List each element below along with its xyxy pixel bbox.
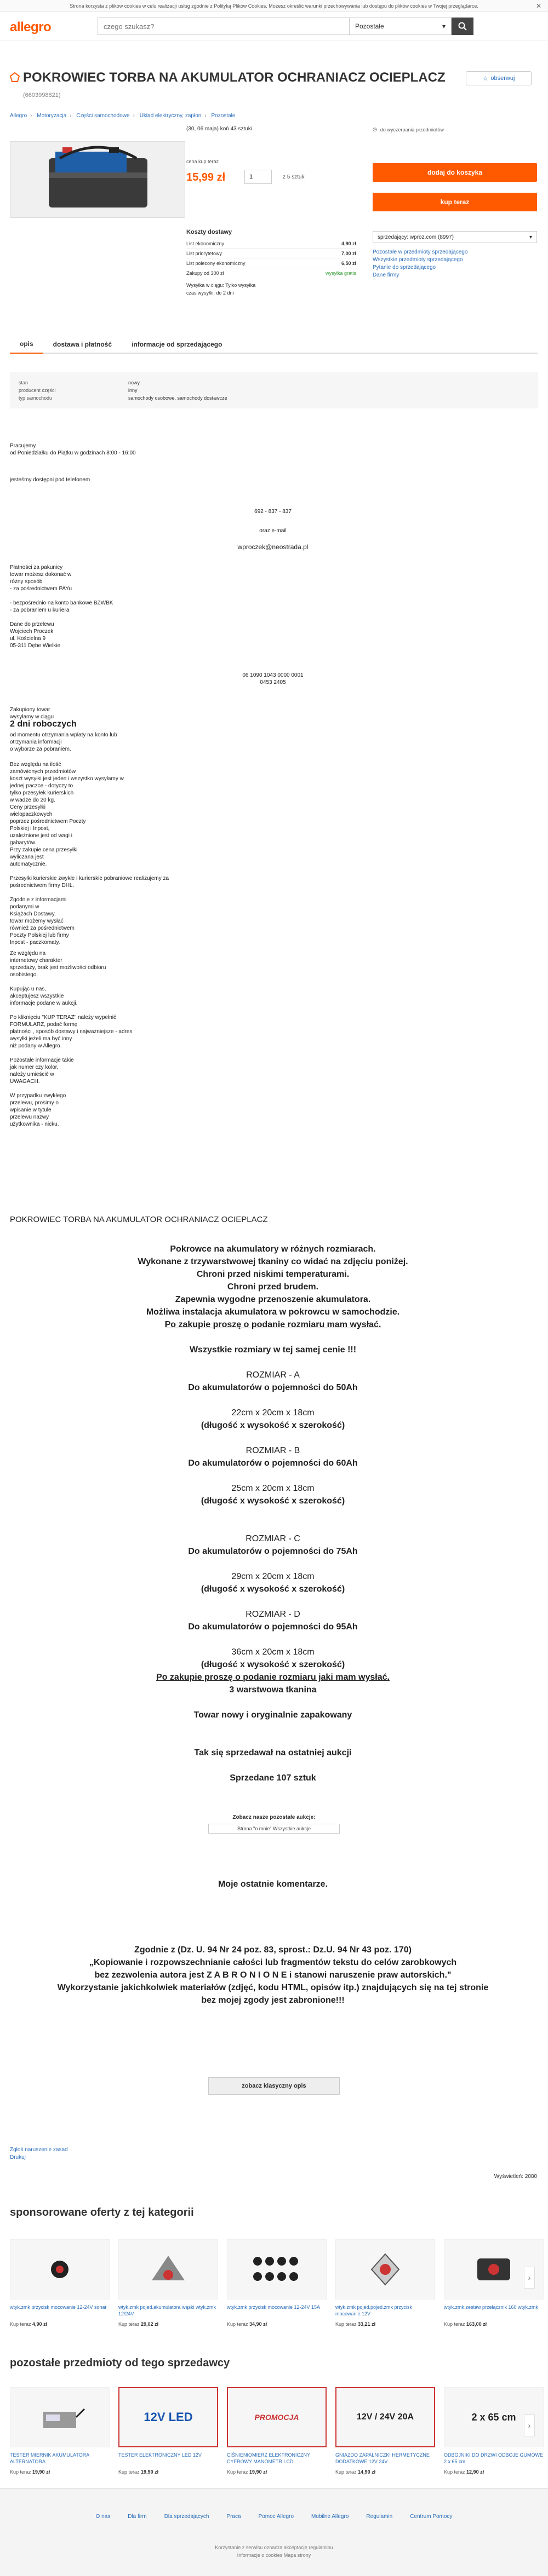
price-value: 4,90 zł [32,2321,48,2327]
seller-link[interactable]: Pozostałe w przedmioty sprzedającego [373,249,468,255]
shipping-costs [186,229,356,297]
description-line [10,1696,536,1709]
breadcrumb-item[interactable]: Układ elektryczny, zapłon [139,113,202,119]
description-line [10,1356,536,1369]
description-line: Sprzedane 107 sztuk [230,1773,316,1783]
footer-copy-line: Informacje o cookies Mapa strony [237,2552,311,2558]
legal-line: bez mojej zgody jest zabronione!!! [201,1996,345,2005]
description-line: Wszystkie rozmiary w tej samej cenie !!! [189,1345,357,1355]
price: 15,99 zł [186,171,226,183]
description-line: Chroni przed niskimi temperaturami. [196,1270,350,1279]
description-line: Do akumulatorów o pojemności do 75Ah [188,1547,358,1556]
offer-image [227,2239,327,2300]
price-label: Kup teraz [335,2469,357,2475]
offer-image [227,2387,327,2447]
phone-number: 692 - 837 - 837 [254,509,292,515]
shipping-row [186,249,356,258]
footer-link[interactable]: Pomoc Allegro [258,2514,294,2520]
offer-price [10,2469,110,2475]
offer-price [227,2321,327,2327]
description-line: Po zakupie proszę o podanie rozmiaru jaki mam wysłać. [156,1673,390,1682]
offer-title[interactable]: TESTER ELEKTRONICZNY LED 12V [118,2452,202,2458]
price-label: Kup teraz [444,2469,465,2475]
footer-link[interactable]: Praca [226,2514,241,2520]
price-label: Kup teraz [10,2469,31,2475]
description-line [10,1558,536,1570]
offer-image [118,2239,218,2300]
offer-title[interactable]: wtyk.zmk pojed.pojed.zmk przycisk mocowanie 12V [335,2304,413,2316]
shipping-note [186,281,356,297]
description-line: Zapewnia wygodne przenoszenie akumulatora. [175,1295,371,1304]
param-key: producent części [19,388,56,393]
search-button[interactable] [452,18,473,35]
description-line: (długość x wysokość x szerokość) [201,1496,345,1506]
price-label: Kup teraz [10,2321,31,2327]
seller-select[interactable] [373,231,537,243]
offer-image [335,2239,435,2300]
seller-link[interactable]: Wszystkie przedmioty sprzedającego [373,257,463,263]
add-to-cart-button[interactable]: dodaj do koszyka [373,163,537,182]
watch-info [373,126,444,132]
classic-description-button[interactable]: zobacz klasyczny opis [208,2077,340,2095]
description-line: Do akumulatorów o pojemności do 60Ah [188,1459,358,1468]
price-value: 12,90 zł [466,2469,484,2475]
description-line: Możliwa instalacja akumulatora w pokrowcu w samochodzie. [146,1307,400,1317]
offer-card[interactable] [444,2239,544,2338]
payment-info: Płatności za pakunicy towar możesz dokonać w różny sposób - za pośrednictwem PAYu - bezpośrednio na konto bankowe BZWBK - za pobraniem u kuriera Dane do przelewu Wojciech Proczek ul. Kościelna 9 05-311 Dębe Wielkie [10,564,113,649]
offer-price [444,2321,544,2327]
print-link[interactable]: Drukuj [10,2154,26,2160]
shipping-method: List ekonomiczny [186,240,225,246]
description-line: (długość x wysokość x szerokość) [201,1660,345,1669]
description-line: ROZMIAR - B [246,1446,300,1455]
price-label: Kup teraz [227,2321,248,2327]
price-label: Kup teraz [335,2321,357,2327]
product-image[interactable] [10,141,185,218]
legal-notice [10,1944,536,2007]
free-shipping [186,270,356,276]
offer-image [335,2387,435,2447]
price-value: 19,90 zł [141,2469,159,2475]
offer-title[interactable]: TESTER MIERNIK AKUMULATORA ALTERNATORA [10,2452,89,2464]
description-line [10,1394,536,1407]
shipping-time-a: Zakupiony towar wysyłamy w ciągu [10,707,54,720]
offer-price [10,2321,110,2327]
offer-title[interactable]: wtyk.zmk pojed.akumulatora wąski wtyk.zmk 12/24V [118,2304,216,2316]
watch-info-text: do wyczerpania przedmiotów [380,126,444,132]
price-label: Kup teraz [444,2321,465,2327]
description-line [10,1432,536,1444]
price-label: Kup teraz [118,2469,140,2475]
free-shipping-value: wysyłka gratis [325,270,356,276]
offer-card[interactable] [444,2387,544,2486]
legal-line: Wykorzystanie jakichkolwiek materiałów (zdjęć, kodu HTML, opisów itp.) znajdujących się na tej stronie [57,1983,489,1992]
price-value: 33,21 zł [358,2321,376,2327]
comments-title: Moje ostatnie komentarze. [218,1880,328,1889]
buy-now-button[interactable]: kup teraz [373,193,537,211]
cookie-text: Strona korzysta z plików cookies w celu realizacji usług zgodnie z Polityką Plików Cookies. Możesz określić warunki przechowywania lub dostępu do plików cookies w Twojej przeglądarce. [70,3,478,9]
email: wproczek@neostrada.pl [237,543,309,551]
auction-box-links[interactable]: Strona "o mnie" Wszystkie aukcje [208,1824,340,1834]
footer-link[interactable]: Dla sprzedających [164,2514,209,2520]
footer-copy [0,2544,548,2559]
legal-line: Zgodnie z (Dz. U. 94 Nr 24 poz. 83, sprost.: Dz.U. 94 Nr 43 poz. 170) [134,1945,412,1955]
seller-link[interactable]: Pytanie do sprzedającego [373,264,436,270]
description-line: 3 warstwowa tkanina [229,1685,317,1695]
chevron-right-icon[interactable]: › [524,2414,535,2436]
description-line: (długość x wysokość x szerokość) [201,1421,345,1430]
footer-link[interactable]: O nas [95,2514,111,2520]
email-label: oraz e-mail [259,528,287,534]
seller-box [373,231,537,279]
chevron-right-icon[interactable]: › [524,2267,535,2289]
offer-image [10,2239,110,2300]
product-description [10,1243,536,1784]
description-line [10,1507,536,1520]
offer-card[interactable] [335,2239,435,2338]
shipping-note-line: czas wysyłki: do 2 dni [186,290,234,296]
report-link[interactable]: Zgłoś naruszenie zasad [10,2147,68,2153]
shipping-method: List priorytetowy [186,250,222,256]
offer-badge: 12V / 24V 20A [356,2412,414,2422]
price-label: Kup teraz [227,2469,248,2475]
report-links [10,2146,68,2162]
offer-image [118,2387,218,2447]
tab-delivery[interactable]: dostawa i płatność [53,341,112,348]
description-line: Pokrowce na akumulatory w różnych rozmiarach. [170,1244,376,1254]
breadcrumb-item[interactable]: Motoryzacja [37,113,67,119]
observe-button[interactable] [466,71,532,85]
rules-info: Ze względu na internetowy charakter sprzedaży, brak jest możliwości odbioru osobistego. Kupując u nas, akceptujesz wszystkie informacje podane w aukcji. Po kliknięciu "KUP TERAZ" należy wypełnić FORMULARZ, podać formę płatności , sposób dostawy i najważniejsze - adres wysyłki jeżeli ma być inny niż podany w Allegro. Pozostałe informacje takie jak numer czy kolor, należy umieścić w UWAGACH. W przypadku zwykłego przelewu, prosimy o wpisanie w tytule przelewu nazwy użytkownika - nicku. [10,950,133,1127]
star-icon: ☆ [482,75,488,82]
offer-price [227,2469,327,2475]
quantity-input[interactable] [244,170,272,184]
description-line: Po zakupie proszę o podanie rozmiaru mam wysłać. [164,1320,381,1329]
seller-label: sprzedający: wproz.com (8997) [378,234,454,240]
param-value: inny [128,388,138,393]
offer-icon [10,72,20,82]
seller-links [373,249,537,279]
breadcrumb-item[interactable]: Części samochodowe [76,113,130,119]
offer-card[interactable] [227,2387,327,2486]
description-title: POKROWIEC TORBA NA AKUMULATOR OCHRANIACZ OCIEPLACZ [10,1215,268,1224]
parameters [10,372,538,408]
footer-link[interactable]: Regulamin [366,2514,393,2520]
footer-links [0,2514,548,2520]
description-line: 36cm x 20cm x 18cm [231,1647,315,1657]
description-line [10,1759,536,1772]
offer-title[interactable]: wtyk.zmk.zestaw przełącznik 160 wtyk.zmk [444,2304,539,2310]
offer-title [23,70,450,103]
description-line [10,1595,536,1608]
auction-box [208,1814,340,1834]
delivery-info: Bez względu na ilość zamówionych przedmiotów koszt wysyłki jest jeden i wszystko wysyłamy w jednej paczce - dotyczy to tylko przesyłek kurierskich w wadze do 20 kg. Ceny przesyłki wielopaczkowych poprzez pośrednictwem Poczty Polskiej i Inpost, uzależnione jest od wagi i gabarytów. Przy zakupie cena przesyłki wyliczana jest automatycznie. Przesyłki kurierskie zwykłe i kurierskie pobraniowe realizujemy za pośrednictwem firmy DHL. Zgodnie z informacjami podanymi w Książach Dostawy, towar możemy wysłać również za pośrednictwem Poczty Polskiej lub firmy Inpost - paczkomaty. [10,762,169,946]
bank-account: 06 1090 1043 0000 0001 0453 2405 [242,672,304,685]
offer-price [335,2321,435,2327]
offer-card[interactable] [227,2239,327,2338]
offer-card[interactable] [10,2239,110,2338]
offer-number: (6603998821) [23,92,61,99]
legal-line: „Kopiowanie i rozpowszechnianie całości lub fragmentów tekstu do celów zarobkowych [89,1958,457,1967]
offer-title[interactable]: wtyk.zmk przycisk mocowanie 12-24V sonar [10,2304,107,2310]
views-count: Wyświetleń: 2080 [494,2174,537,2180]
shipping-cost: 7,00 zł [341,250,356,256]
tab-seller-info[interactable]: informacje od sprzedającego [132,341,222,348]
footer-copy-line: Korzystanie z serwisu oznacza akceptację regulaminu [215,2545,333,2550]
shipping-method: List polecony ekonomiczny [186,260,246,266]
phone-note: jesteśmy dostępni pod telefonem [10,477,90,483]
shipping-cost: 6,50 zł [341,260,356,266]
price-label: Kup teraz [118,2321,140,2327]
description-line [10,1331,536,1344]
offer-card[interactable] [335,2387,435,2486]
description-line: 29cm x 20cm x 18cm [231,1572,315,1581]
footer-link[interactable]: Centrum Pomocy [410,2514,453,2520]
breadcrumb: Allegro › Motoryzacja › Części samochodowe › Układ elektryczny, zapłon › Pozostałe [10,113,236,119]
offer-title-text: POKROWIEC TORBA NA AKUMULATOR OCHRANIACZ OCIEPLACZ [23,70,446,85]
footer-link[interactable]: Mobilne Allegro [311,2514,349,2520]
description-line [10,1469,536,1482]
quantity-available: z 5 sztuk [283,174,305,180]
free-shipping-label: Zakupy od 300 zł [186,270,224,276]
description-line: ROZMIAR - C [246,1534,300,1543]
price-value: 163,00 zł [466,2321,487,2327]
param-value: samochody osobowe, samochody dostawcze [128,395,227,401]
param-key: stan [19,380,28,385]
search-icon [458,22,467,31]
offer-badge: PROMOCJA [254,2413,299,2422]
param-row [19,387,529,394]
description-line: (długość x wysokość x szerokość) [201,1584,345,1594]
header [0,12,548,41]
offer-price [118,2321,218,2327]
shipping-title: Koszty dostawy [186,229,232,235]
description-line: ROZMIAR - A [246,1370,300,1380]
logo[interactable]: allegro [10,20,52,34]
param-value: nowy [128,380,140,385]
shipping-cost: 4,90 zł [341,240,356,246]
seller-items-carousel [10,2387,544,2486]
description-line: Chroni przed brudem. [227,1282,319,1292]
category-select[interactable] [350,18,452,35]
sponsored-title: sponsorowane oferty z tej kategorii [10,2206,194,2218]
param-row [19,394,529,402]
offer-image [10,2387,110,2447]
price-value: 19,90 zł [249,2469,267,2475]
sponsored-carousel [10,2239,538,2338]
category-select-value: Pozostałe [355,22,384,30]
search-input[interactable] [98,18,350,35]
description-line [10,1633,536,1646]
shipping-note-line: Wysyłka w ciągu: Tylko wysyłka [186,283,256,288]
shipping-time-b: 2 dni roboczych [10,719,77,729]
breadcrumb-item[interactable]: Pozostałe [211,113,236,119]
description-line: Do akumulatorów o pojemności do 95Ah [188,1622,358,1632]
description-line: Towar nowy i oryginalnie zapakowany [193,1710,352,1720]
shipping-row [186,258,356,268]
offer-title[interactable]: ODBOJNIKI DO DRZWI ODBOJE GUMOWE 2 x 65 cm [444,2452,544,2464]
seller-items-title: pozostałe przedmioty od tego sprzedawcy [10,2357,230,2369]
auction-box-title: Zobacz nasze pozostałe aukcje: [232,1814,316,1820]
seller-link[interactable]: Dane firmy [373,272,399,278]
offer-card[interactable] [118,2239,218,2338]
offer-price [335,2469,435,2475]
offer-title[interactable]: CIŚNIENIOMIERZ ELEKTRONICZNY CYFROWY MANOMETR LCD [227,2452,310,2464]
offer-card[interactable] [10,2387,110,2486]
legal-line: bez zezwolenia autora jest Z A B R O N I O N E i stanowi naruszenie praw autorskich." [94,1970,452,1980]
price-value: 34,90 zł [249,2321,267,2327]
footer-link[interactable]: Dla firm [128,2514,147,2520]
breadcrumb-item[interactable]: Allegro [10,113,27,119]
offer-badge: 12V LED [144,2410,193,2424]
price-value: 29,02 zł [141,2321,159,2327]
footer [0,2488,548,2576]
shipping-row [186,239,356,249]
price-label: cena kup teraz [186,159,219,164]
tabs [10,335,538,354]
price-value: 19,90 zł [32,2469,50,2475]
param-key: typ samochodu [19,395,53,401]
description-line [10,1520,536,1532]
description-line: Do akumulatorów o pojemności do 50Ah [188,1383,358,1392]
clock-icon: ◷ [373,126,377,132]
offer-card[interactable] [118,2387,218,2486]
shipping-time-c: od momentu otrzymania wpłaty na konto lub otrzymania informacji o wyborze za pobraniem. [10,732,117,752]
end-info: (30, 06 maja) koń 43 sztuki [186,126,253,132]
chevron-down-icon: ▾ [442,22,446,30]
offer-price [118,2469,218,2475]
observe-label: obserwuj [490,75,515,82]
price-value: 14,90 zł [358,2469,376,2475]
description-line: Wykonane z trzywarstwowej tkaniny co widać na zdjęciu poniżej. [138,1257,408,1266]
description-line [10,1721,536,1734]
tab-description[interactable]: opis [10,335,43,354]
close-icon[interactable]: ✕ [535,2,541,10]
work-hours: Pracujemy od Poniedziałku do Piątku w godzinach 8:00 - 16:00 [10,443,136,456]
offer-title[interactable]: GNIAZDO ZAPALNICZKI HERMETYCZNE DODATKOWE 12V 24V [335,2452,430,2464]
param-row [19,379,529,387]
offer-badge: 2 x 65 cm [471,2411,516,2423]
description-line: ROZMIAR - D [246,1610,300,1619]
offer-price [444,2469,544,2475]
description-line: 25cm x 20cm x 18cm [231,1484,315,1493]
offer-title[interactable]: wtyk.zmk przycisk mocowanie 12-24V 15A [227,2304,321,2310]
battery-bag-image [10,142,185,218]
chevron-down-icon: ▾ [529,234,532,240]
cookie-bar [0,0,548,12]
description-line: 22cm x 20cm x 18cm [231,1408,315,1417]
description-line [10,1734,536,1747]
description-line: Tak się sprzedawał na ostatniej aukcji [194,1748,352,1757]
